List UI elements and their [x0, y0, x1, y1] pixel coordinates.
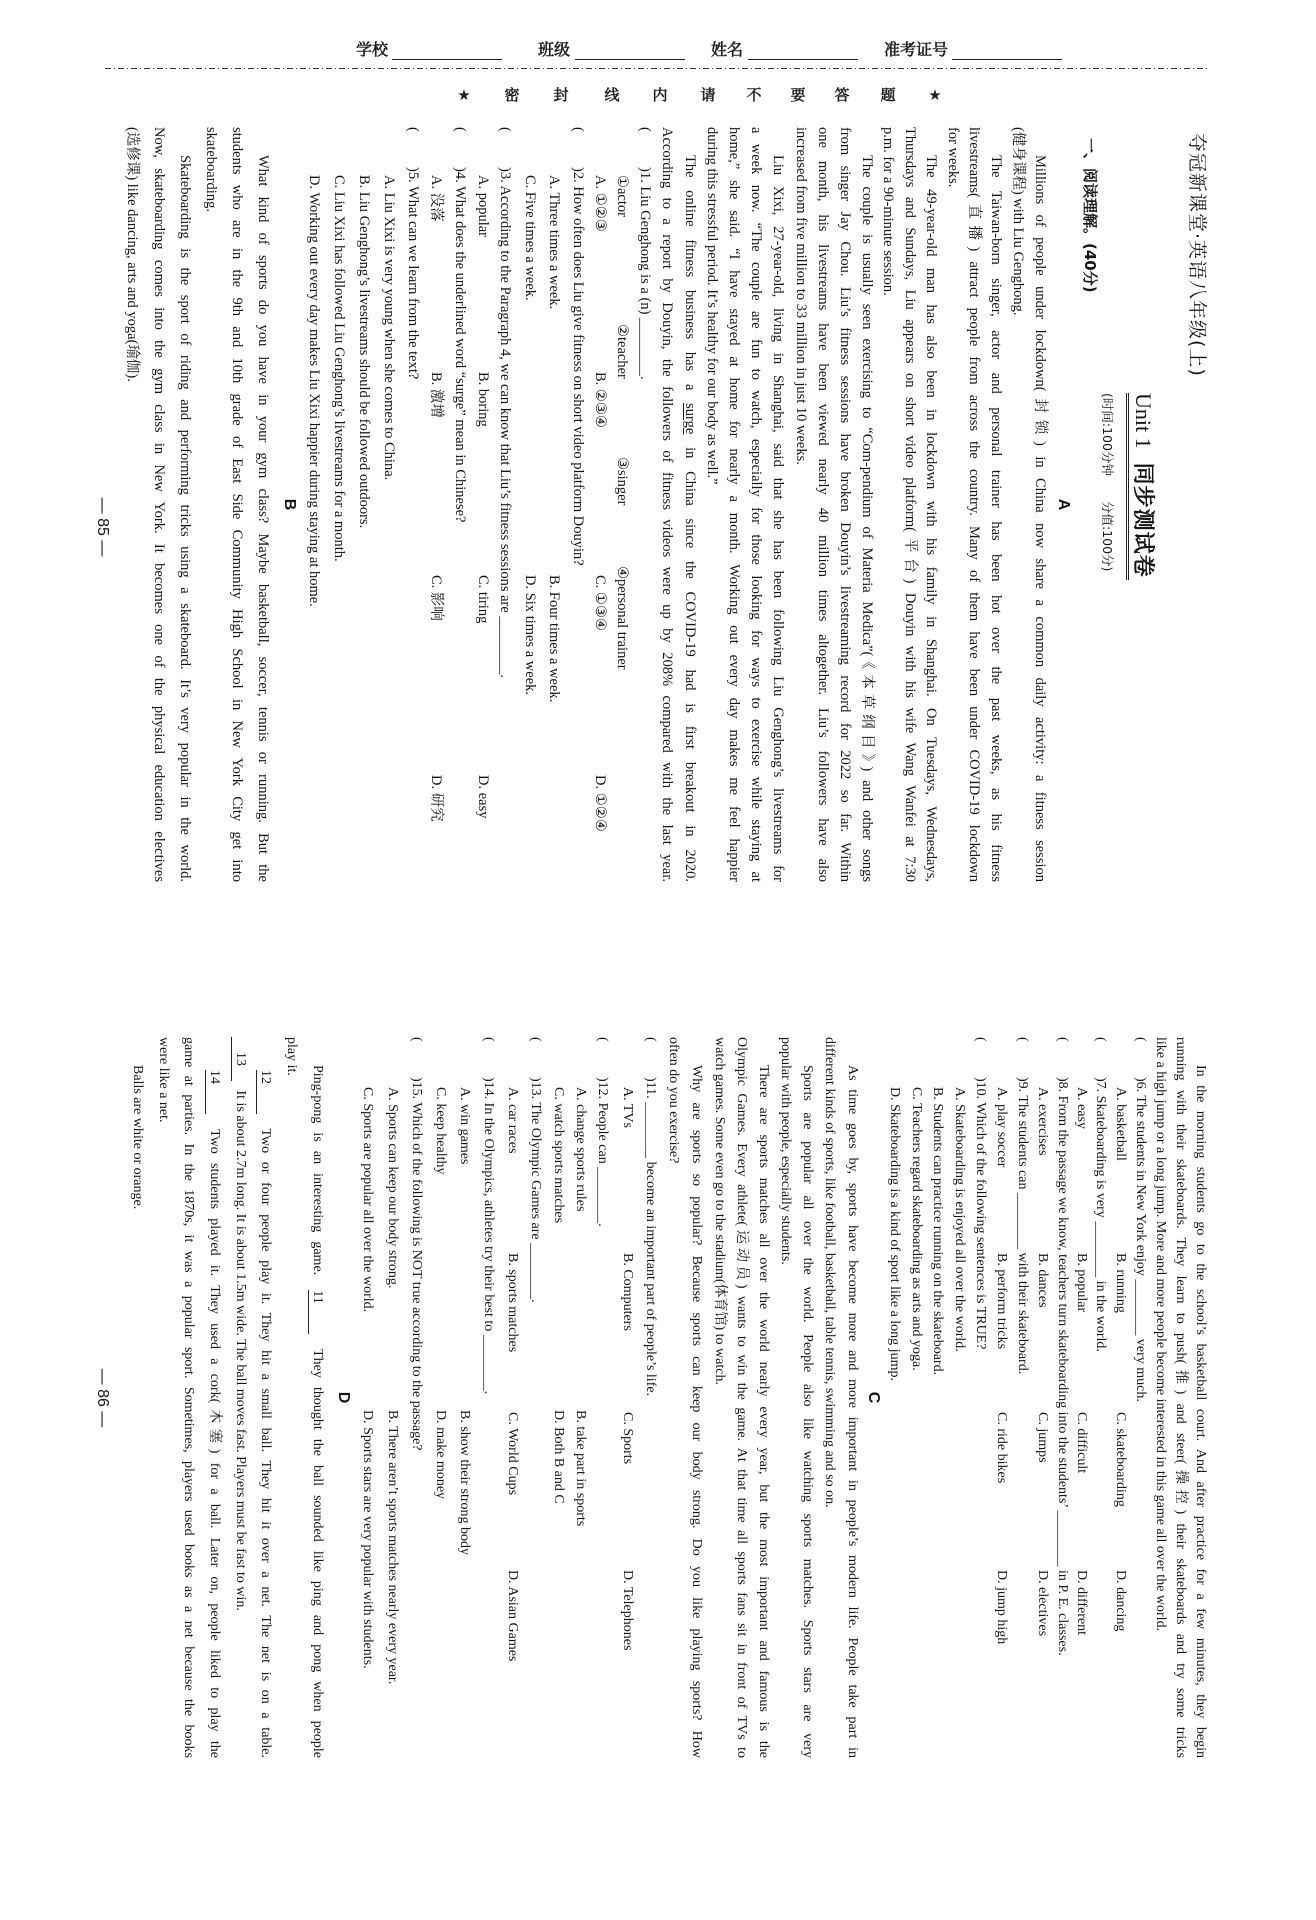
choice: ③singer	[614, 457, 630, 506]
choice: ①actor	[614, 175, 630, 217]
question-1	[635, 127, 655, 882]
option-d: D. electives	[1035, 1570, 1050, 1637]
answer-bracket-close: )	[595, 1077, 610, 1082]
passage-a-label: A	[1055, 498, 1072, 511]
question-number: 13.	[528, 1081, 543, 1100]
question-stem: Which of the following is NOT true according to the passage?	[409, 1102, 424, 1451]
question-number: 1.	[637, 171, 653, 183]
answer-bracket-close: )	[528, 1077, 543, 1082]
option-b: B. popular	[1074, 1253, 1089, 1313]
seal-warning-char: 内	[652, 86, 668, 104]
option-b: B. Four times a week.	[546, 575, 562, 703]
option-d: D. Both B and C	[551, 1410, 566, 1504]
question-5-option-b	[354, 127, 374, 882]
question-12-options	[570, 1037, 590, 1758]
class-label: 班级	[538, 40, 571, 59]
passage-text: They thought the ball sounded like ping and pong when people	[310, 1349, 325, 1759]
passage-c-line: watch games. Some even go to the stadium(体育馆) to watch.	[712, 1037, 727, 1385]
passage-d-line: Balls are white or orange.	[130, 1065, 145, 1210]
answer-bracket-open: (	[973, 1037, 988, 1042]
option-d: D. 研究	[428, 775, 444, 822]
question-2-options	[544, 127, 564, 882]
question-number: 12.	[595, 1081, 610, 1100]
option-b: B. perform tricks	[994, 1253, 1009, 1350]
passage-a-line: Thursdays and Sundays, Liu appears on short video platform(平台) Douyin with his wife Wang Wanfei at 7:30	[902, 127, 918, 882]
passage-c-line: often do you exercise?	[666, 1037, 681, 1164]
passage-b-line: running with their skateboards. They learn to push(推) and steer(操控) their skateboards and try some tricks	[1173, 1037, 1188, 1758]
passage-a-line: The Taiwan-born singer, actor and personal trainer has been hot over the past weeks, as his fitness	[988, 155, 1004, 882]
question-body	[1015, 1037, 1030, 1374]
passage-b-line: students who are in the 9th and 10th grade of East Side Community High School in New York City get into	[229, 127, 245, 882]
question-number: 8.	[1055, 1081, 1070, 1093]
star-icon: ★	[457, 86, 471, 104]
option-c: C. tiring	[475, 575, 491, 624]
question-5-option-c	[329, 127, 349, 882]
question-body	[452, 127, 468, 522]
question-body	[570, 127, 586, 566]
passage-text: It is about 2.7m long. It is about 1.5m wide. The ball moves fast. Players must be fast to win.	[233, 1090, 248, 1611]
question-stem: Which of the following sentences is TRUE?	[973, 1102, 988, 1350]
passage-d-label: D	[335, 1391, 352, 1404]
option-d: D. easy	[475, 775, 491, 819]
answer-bracket-open: (	[637, 127, 653, 132]
passage-b-line: skateboarding.	[203, 127, 219, 212]
option-d: D. ①②④	[592, 775, 608, 832]
question-15	[406, 1037, 426, 1758]
choice: ②teacher	[614, 324, 630, 379]
option-c: C. jumps	[1035, 1412, 1050, 1463]
time-and-score: (时间:100分钟 分值:100分)	[1100, 393, 1115, 572]
question-stem: The Olympic Games are ________.	[528, 1102, 543, 1303]
option-c: C. Sports	[620, 1412, 635, 1465]
question-10-option-a	[949, 1037, 969, 1758]
seal-warning-char: 密	[504, 86, 520, 104]
question-number: 7.	[1093, 1081, 1108, 1093]
passage-c-label: C	[865, 1391, 882, 1404]
answer-bracket-open: (	[481, 1037, 496, 1042]
question-5	[403, 127, 423, 882]
option-c: C. Liu Xixi has followed Liu Genghong’s livestreams for a month.	[331, 175, 347, 562]
option-b: B. ②③④	[592, 372, 608, 428]
answer-bracket-open: (	[1093, 1037, 1108, 1042]
question-10	[970, 1037, 990, 1758]
seal-warning-char: 要	[790, 86, 806, 104]
question-1-options	[590, 127, 610, 882]
passage-d-line: were like a net.	[156, 1037, 171, 1123]
question-number: 14.	[481, 1081, 496, 1100]
option-c: C. Teachers regard skateboarding as arts and yoga.	[909, 1087, 924, 1371]
answer-bracket-open: (	[1015, 1037, 1030, 1042]
answer-bracket-close: )	[405, 167, 421, 172]
passage-c-line: Olympic Games. Every athlete(运动员) wants to win the game. At that time all sports fans sit in front of TVs to	[734, 1037, 749, 1758]
passage-b-line: Now, skateboarding comes into the gym class in New York. It becomes one of the physical education electives	[151, 127, 167, 882]
passage-text: The online fitness business has a	[682, 155, 698, 404]
question-stem: Skateboarding is very ________ in the world.	[1093, 1095, 1108, 1352]
cloze-blank-13: 13	[231, 1037, 248, 1081]
answer-bracket-close: )	[643, 1077, 658, 1082]
option-b: B. sports matches	[505, 1253, 520, 1353]
question-10-option-c	[906, 1037, 926, 1758]
option-a: A. change sports rules	[573, 1087, 588, 1212]
seal-warning-char: 答	[834, 86, 850, 104]
question-5-option-a	[379, 127, 399, 882]
option-d: D. Telephones	[620, 1570, 635, 1651]
question-number: 9.	[1015, 1081, 1030, 1093]
option-c: C. ride bikes	[994, 1412, 1009, 1484]
question-body	[595, 1037, 610, 1227]
option-a: A. play soccer	[994, 1087, 1009, 1168]
question-body	[409, 1037, 424, 1451]
passage-b-line: (选修课) like dancing, arts and yoga(瑜伽).	[124, 127, 140, 382]
passage-a-line: during this stressful period. It’s healthy for our body as well.”	[704, 127, 720, 485]
answer-bracket-close: )	[570, 167, 586, 172]
option-b: B. Computers	[620, 1253, 635, 1331]
question-7	[1090, 1037, 1110, 1758]
passage-d-line	[307, 1065, 327, 1758]
seal-warning-char: 线	[604, 86, 620, 104]
question-number: 5.	[405, 171, 421, 183]
option-a: A. ①②③	[592, 175, 608, 232]
option-b: B. There aren’t sports matches nearly every year.	[385, 1410, 400, 1685]
question-4-options	[426, 127, 446, 882]
page-number-right: — 86 —	[94, 1368, 111, 1428]
option-c: C. 影响	[428, 575, 444, 621]
question-number: 4.	[452, 171, 468, 183]
option-a: A. Three times a week.	[546, 175, 562, 310]
question-15-options	[357, 1037, 377, 1758]
option-b: B. Liu Genghong’s livestreams should be followed outdoors.	[356, 175, 372, 529]
option-b: B. dances	[1035, 1253, 1050, 1308]
passage-a-line: a week now. “The couple are fun to watch, especially for those looking for ways to exercise while staying at	[748, 127, 764, 882]
passage-a-line: one month, his livestreams have been viewed nearly 40 million times altogether. Liu’s followers have also	[815, 127, 831, 882]
answer-bracket-open: (	[1133, 1037, 1148, 1042]
passage-c-line: There are sports matches all over the world nearly every year, but the most important and famous is the	[756, 1065, 771, 1758]
question-body	[1055, 1037, 1070, 1656]
answer-bracket-close: )	[1093, 1077, 1108, 1082]
question-stem: What can we learn from the text?	[405, 186, 421, 380]
passage-b-line: In the morning students go to the school’s basketball court. And after practice for a few minutes, they begin	[1193, 1065, 1208, 1758]
exam-number-label: 准考证号	[884, 40, 949, 59]
passage-a-line: for weeks.	[945, 127, 961, 188]
passage-b-label: B	[281, 498, 298, 511]
passage-a-line: Liu Xixi, 27-year-old, living in Shanghai, said that she has been following Liu Genghong’s livestreams for	[770, 155, 786, 882]
question-13	[525, 1037, 545, 1758]
answer-bracket-close: )	[452, 167, 468, 172]
running-title: 夺冠新课堂·英语八年级(上)	[1186, 133, 1208, 377]
question-number: 10.	[973, 1081, 988, 1100]
passage-text: Two or four people play it. They hit a small ball. They hit it over a net. The net is on a table.	[258, 1128, 273, 1759]
passage-a-line: increased from five million to 33 million in just 10 weeks.	[793, 127, 809, 465]
answer-bracket-close: )	[497, 167, 513, 172]
question-3-options	[473, 127, 493, 882]
question-stem: ________ become an important part of people’s life.	[643, 1102, 658, 1397]
answer-bracket-open: (	[1055, 1037, 1070, 1042]
option-a: A. easy	[1074, 1087, 1089, 1129]
question-stem: How often does Liu give fitness on short video platform Douyin?	[570, 186, 586, 566]
question-number: 3.	[497, 171, 513, 183]
question-2	[568, 127, 588, 882]
passage-d-line	[255, 1070, 275, 1758]
question-stem: People can ________.	[595, 1102, 610, 1227]
passage-a-line	[680, 155, 700, 882]
question-number: 2.	[570, 171, 586, 183]
question-body	[643, 1037, 658, 1396]
question-body	[1093, 1037, 1108, 1352]
passage-text: in China since the COVID-19 had is first breakout in 2020.	[682, 434, 698, 882]
option-a: A. 没落	[428, 175, 444, 222]
passage-c-line: popular with people, especially students.	[778, 1037, 793, 1265]
star-icon: ★	[928, 86, 942, 104]
passage-text: Two students played it. They used a cork(木塞) for a ball. Later on, people liked to play the	[207, 1129, 222, 1758]
question-number: 6.	[1133, 1081, 1148, 1093]
passage-d-line	[230, 1037, 250, 1758]
answer-bracket-open: (	[409, 1037, 424, 1042]
passage-a-line: (健身课程) with Liu Genghong.	[1010, 127, 1026, 316]
option-d: D. Six times a week.	[522, 575, 538, 696]
question-2-options	[520, 127, 540, 882]
question-10-option-b	[927, 1037, 947, 1758]
test-name: 同步测试卷	[1130, 462, 1155, 578]
passage-text: Ping-pong is an interesting game.	[310, 1065, 325, 1276]
passage-a-line: livestreams(直播) attract people from across the country. Many of them have been under COVID-19 lockdown	[966, 127, 982, 882]
question-stem: According to the Paragraph 4, we can know that Liu’s fitness sessions are ________.	[497, 185, 513, 679]
option-d: D. jump high	[994, 1570, 1009, 1645]
answer-bracket-close: )	[1055, 1077, 1070, 1082]
question-stem: From the passage we know, teachers turn skateboarding into the students’ ________ in P. E. classes.	[1055, 1095, 1070, 1656]
option-c: C. World Cups	[505, 1412, 520, 1496]
question-13-options	[502, 1037, 522, 1758]
passage-c-line: Sports are popular all over the world. People also like watching sports matches. Sports stars are very	[800, 1065, 815, 1758]
option-d: D. Asian Games	[505, 1570, 520, 1662]
question-5-option-d	[304, 127, 324, 882]
option-c: C. keep healthy	[433, 1087, 448, 1175]
question-6-options	[1110, 1037, 1130, 1758]
answer-bracket-close: )	[409, 1077, 424, 1082]
answer-bracket-close: )	[637, 167, 653, 172]
option-c: C. Sports are popular all over the world.	[360, 1087, 375, 1313]
question-body	[1133, 1037, 1148, 1402]
option-b: B. take part in sports	[573, 1410, 588, 1527]
option-a: A. Sports can keep our body strong.	[385, 1087, 400, 1289]
question-body	[528, 1037, 543, 1303]
seal-warning-char: 不	[746, 86, 762, 104]
option-a: A. car races	[505, 1087, 520, 1154]
question-4	[450, 127, 470, 882]
question-number: 11.	[643, 1081, 658, 1099]
option-b: B. show their strong body	[457, 1410, 472, 1556]
option-a: A. Skateboarding is enjoyed all over the world.	[952, 1087, 967, 1352]
passage-a-line: The 49-year-old man has also been in lockdown with his family in Shanghai. On Tuesdays, Wednesdays,	[923, 155, 939, 882]
passage-a-line: home,” she said. “I have stayed at home for nearly a month. Working out every day makes me feel happier	[726, 127, 742, 882]
answer-bracket-open: (	[595, 1037, 610, 1042]
passage-a-line: p.m. for a 90-minute session.	[880, 127, 896, 296]
option-b: B. 激增	[428, 372, 444, 418]
option-d: D. dancing	[1113, 1570, 1128, 1632]
question-stem: What does the underlined word “surge” mean in Chinese?	[452, 186, 468, 523]
cloze-blank-11: 11	[308, 1290, 325, 1334]
question-stem: The students can ________ with their skateboard.	[1015, 1095, 1030, 1375]
answer-bracket-open: (	[570, 127, 586, 132]
choice: ④personal trainer	[614, 566, 630, 670]
option-a: A. exercises	[1035, 1087, 1050, 1156]
question-9-options	[991, 1037, 1011, 1758]
question-stem: In the Olympics, athletes try their best to ________.	[481, 1102, 496, 1395]
question-14-options	[430, 1037, 450, 1758]
option-a: A. popular	[475, 175, 491, 238]
passage-a-line: According to a report by Douyin, the followers of fitness videos were up by 208% compared with the last year.	[659, 127, 675, 882]
question-body	[637, 127, 653, 380]
question-3	[495, 127, 515, 882]
passage-b-line: like a high jump or a long jump. More and more people become interested in this game all over the world.	[1153, 1037, 1168, 1632]
question-number: 15.	[409, 1081, 424, 1100]
question-stem: The students in New York enjoy ________ very much.	[1133, 1095, 1148, 1402]
question-9	[1012, 1037, 1032, 1758]
answer-bracket-open: (	[452, 127, 468, 132]
school-label: 学校	[356, 40, 389, 59]
unit-label: Unit 1	[1131, 393, 1156, 449]
cloze-blank-14: 14	[205, 1070, 222, 1114]
question-12-options	[548, 1037, 568, 1758]
passage-d-line: play it.	[284, 1037, 299, 1076]
option-c: C. ①③④	[592, 575, 608, 631]
question-14	[478, 1037, 498, 1758]
option-c: C. watch sports matches	[551, 1087, 566, 1224]
question-body	[973, 1037, 988, 1349]
answer-bracket-open: (	[405, 127, 421, 132]
option-c: C. skateboarding	[1113, 1412, 1128, 1507]
option-c: C. difficult	[1074, 1412, 1089, 1474]
passage-d-line	[204, 1070, 224, 1758]
answer-bracket-close: )	[481, 1077, 496, 1082]
section-heading: 一、阅读理解。(40分)	[1081, 138, 1099, 293]
option-b: B. Students can practice running on the skateboard.	[930, 1087, 945, 1376]
passage-b-line: What kind of sports do you have in your gym class? Maybe basketball, soccer, tennis or running. But the	[255, 155, 271, 882]
name-label: 姓名	[711, 40, 744, 59]
passage-d-line: game at parties. In the 1870s, it was a popular sport. Sometimes, players used books as a net because the books	[181, 1037, 196, 1758]
question-6	[1130, 1037, 1150, 1758]
answer-bracket-close: )	[1015, 1077, 1030, 1082]
passage-c-line: different kinds of sports, like football, basketball, table tennis, swimming and so on.	[822, 1037, 837, 1508]
passage-c-line: As time goes by, sports have become more and more important in people’s modern life. People take part in	[845, 1065, 860, 1758]
option-b: B. boring	[475, 372, 491, 427]
option-b: B. running	[1113, 1253, 1128, 1313]
question-12	[592, 1037, 612, 1758]
answer-bracket-open: (	[528, 1037, 543, 1042]
question-14-options	[454, 1037, 474, 1758]
passage-b-line: Skateboarding is the sport of riding and performing tricks using a skateboard. It’s very popular in the world.	[177, 155, 193, 882]
underlined-word: surge	[682, 403, 698, 435]
question-8	[1052, 1037, 1072, 1758]
question-7-options	[1071, 1037, 1091, 1758]
question-11	[640, 1037, 660, 1758]
option-d: D. different	[1074, 1570, 1089, 1636]
question-11-options	[617, 1037, 637, 1758]
answer-bracket-close: )	[1133, 1077, 1148, 1082]
passage-a-line: from singer Jay Chou. Liu’s fitness sessions have broken Douyin’s livestreaming record for 2022 so far. Within	[837, 127, 853, 882]
answer-bracket-open: (	[497, 127, 513, 132]
question-body	[497, 127, 513, 678]
test-title	[1126, 393, 1157, 580]
cloze-blank-12: 12	[256, 1070, 273, 1114]
seal-warning-char: 题	[880, 86, 896, 104]
option-a: A. win games	[457, 1087, 472, 1165]
question-8-options	[1032, 1037, 1052, 1758]
passage-a-line: Millions of people under lockdown(封锁) in China now share a common daily activity: a fitness session	[1032, 155, 1048, 882]
question-body	[405, 127, 421, 379]
option-d: D. Skateboarding is a kind of sport like a long jump.	[887, 1087, 902, 1381]
option-d: D. Sports stars are very popular with students.	[360, 1410, 375, 1669]
question-10-option-d	[884, 1037, 904, 1758]
page-number-left: — 85 —	[94, 497, 111, 557]
option-d: D. Working out every day makes Liu Xixi happier during staying at home.	[306, 175, 322, 607]
answer-bracket-open: (	[643, 1037, 658, 1042]
question-15-options	[382, 1037, 402, 1758]
seal-warning-char: 请	[700, 86, 716, 104]
question-body	[481, 1037, 496, 1394]
option-a: A. Liu Xixi is very young when she comes to China.	[381, 175, 397, 481]
option-c: C. Five times a week.	[522, 175, 538, 301]
option-a: A. basketball	[1113, 1087, 1128, 1161]
answer-bracket-close: )	[973, 1077, 988, 1082]
question-1-choices	[612, 127, 632, 882]
option-a: A. TVs	[620, 1087, 635, 1128]
option-d: D. make money	[433, 1410, 448, 1500]
seal-warning-char: 封	[553, 86, 569, 104]
question-stem: Liu Genghong is a (n) ________.	[637, 186, 653, 380]
passage-c-line: Why are sports so popular? Because sports can keep our body strong. Do you like playing sports? How	[689, 1065, 704, 1758]
passage-a-line: The couple is usually seen exercising to “Com-pendium of Materia Medica”(《本草纲目》) and other songs	[859, 155, 875, 882]
